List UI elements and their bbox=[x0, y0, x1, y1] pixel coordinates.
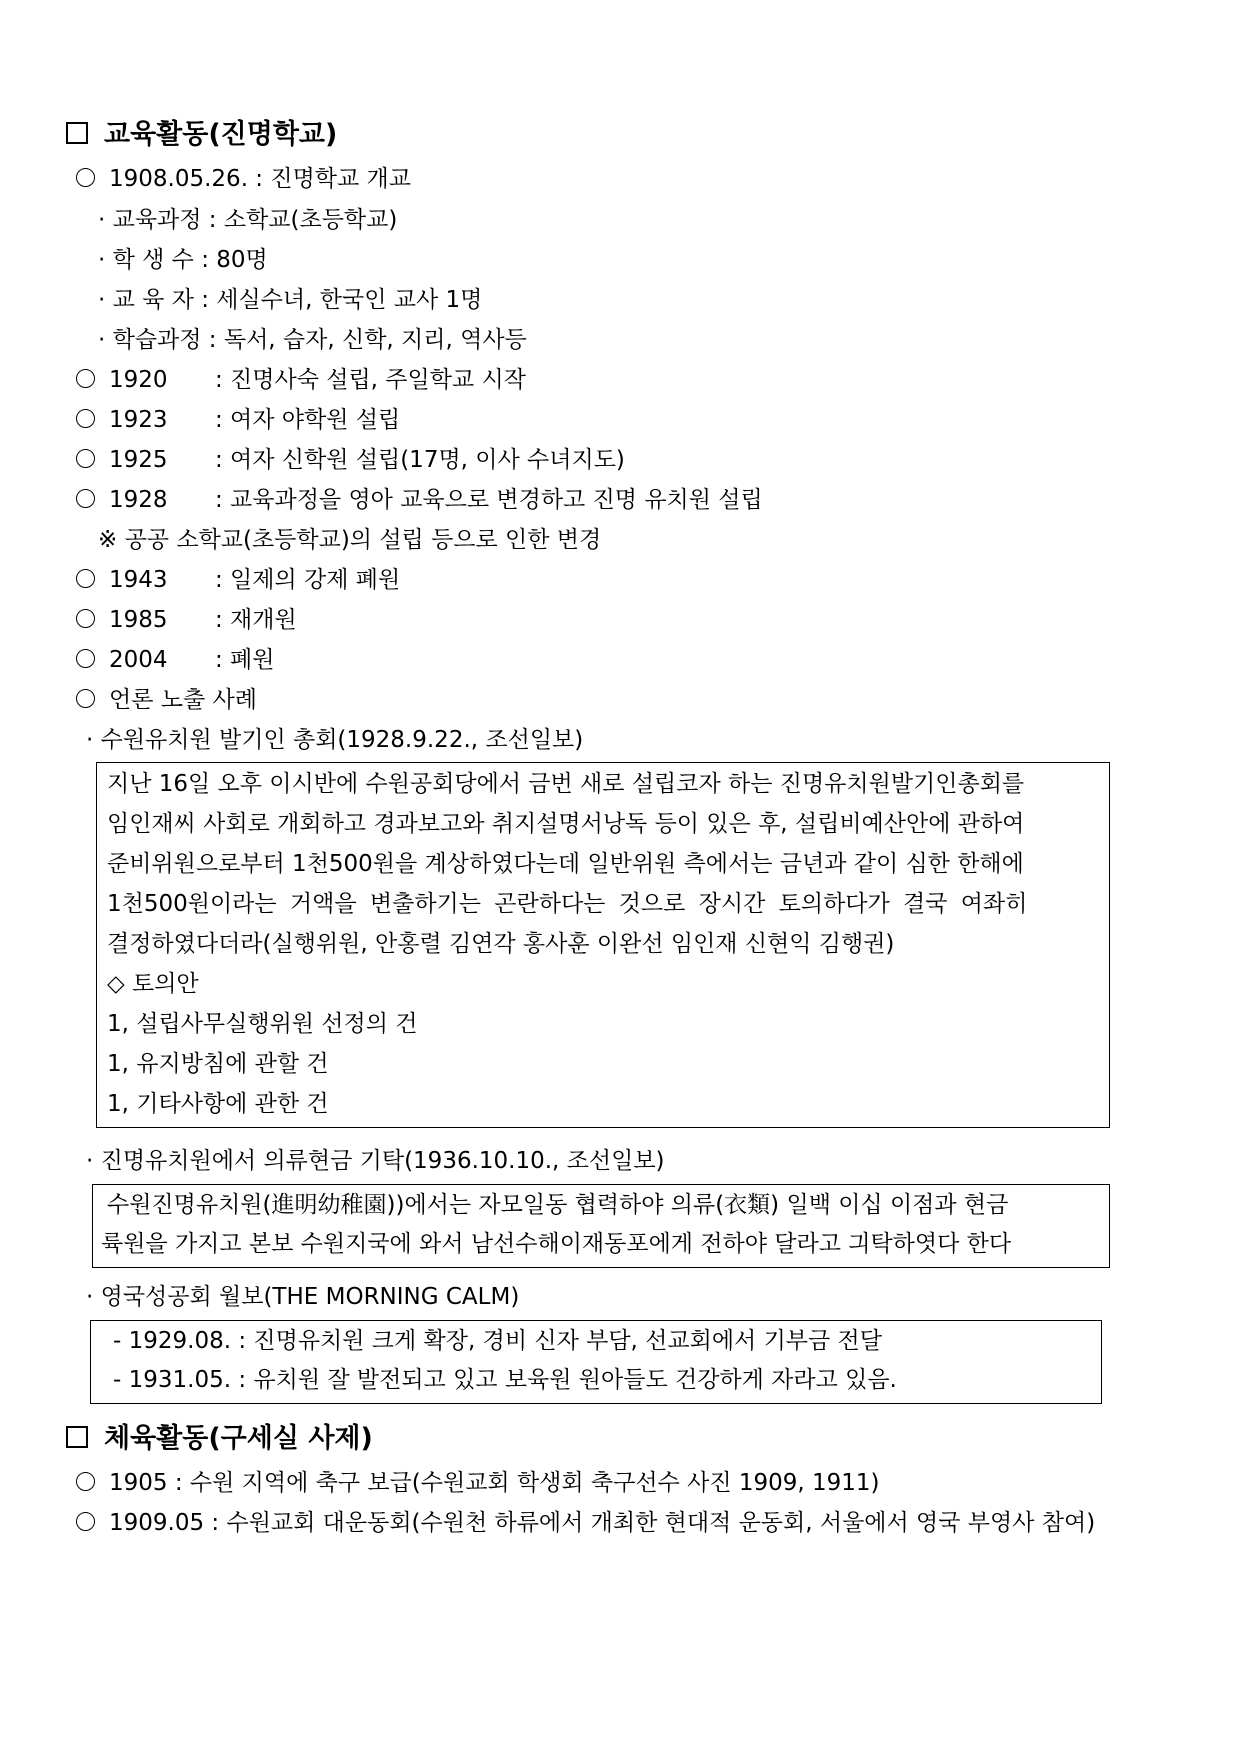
circle-bullet-icon bbox=[76, 1472, 95, 1491]
press-item-title: · 진명유치원에서 의류현금 기탁(1936.10.10., 조선일보) bbox=[86, 1148, 665, 1174]
quote-line: 임인재씨 사회로 개회하고 경과보고와 취지설명서낭독 등이 있은 후, 설립비예산안에 관하여 bbox=[107, 811, 1025, 837]
circle-bullet-icon bbox=[76, 449, 95, 468]
sub-item: · 교 육 자 : 세실수녀, 한국인 교사 1명 bbox=[98, 287, 483, 313]
quote-box-2 bbox=[92, 1184, 1110, 1268]
list-item: 1920 : 진명사숙 설립, 주일학교 시작 bbox=[76, 365, 526, 395]
circle-bullet-icon bbox=[76, 649, 95, 668]
quote-line: 지난 16일 오후 이시반에 수원공회당에서 금번 새로 설립코자 하는 진명유치원발기인총회를 bbox=[107, 771, 1025, 797]
sub-item: · 교육과정 : 소학교(초등학교) bbox=[98, 207, 398, 233]
circle-bullet-icon bbox=[76, 689, 95, 708]
list-item: 1909.05 : 수원교회 대운동회(수원천 하류에서 개최한 현대적 운동회, 서울에서 영국 부영사 참여) bbox=[76, 1508, 1095, 1538]
quote-line: 결정하였다더라(실행위원, 안홍렬 김연각 홍사훈 이완선 임인재 신현익 김행권) bbox=[107, 931, 895, 957]
section-heading-education: 교육활동(진명학교) bbox=[66, 118, 337, 152]
list-item: 1928 : 교육과정을 영아 교육으로 변경하고 진명 유치원 설립 bbox=[76, 485, 763, 515]
quote-line: 1, 기타사항에 관한 건 bbox=[107, 1091, 329, 1117]
sub-item: · 학 생 수 : 80명 bbox=[98, 247, 268, 273]
quote-line: 수원진명유치원(進明幼稚園))에서는 자모일동 협력하야 의류(衣類) 일백 이십 이점과 현금 bbox=[107, 1192, 1009, 1218]
quote-line: 준비위원으로부터 1천500원을 계상하였다는데 일반위원 측에서는 금년과 같이 심한 한해에 bbox=[107, 851, 1024, 877]
quote-line: 륙원을 가지고 본보 수원지국에 와서 남선수해이재동포에게 전하야 달라고 긔탁하엿다 한다 bbox=[101, 1231, 1012, 1257]
list-item: 1908.05.26. : 진명학교 개교 bbox=[76, 164, 411, 194]
list-item: 1925 : 여자 신학원 설립(17명, 이사 수녀지도) bbox=[76, 445, 625, 475]
circle-bullet-icon bbox=[76, 168, 95, 187]
quote-line: ◇ 토의안 bbox=[107, 971, 199, 997]
quote-line: 1, 설립사무실행위원 선정의 건 bbox=[107, 1011, 418, 1037]
list-item: 1943 : 일제의 강제 폐원 bbox=[76, 565, 400, 595]
quote-line: - 1931.05. : 유치원 잘 발전되고 있고 보육원 원아들도 건강하게 자라고 있음. bbox=[113, 1367, 897, 1393]
circle-bullet-icon bbox=[76, 609, 95, 628]
square-bullet-icon bbox=[66, 122, 88, 144]
sub-item: · 학습과정 : 독서, 습자, 신학, 지리, 역사등 bbox=[98, 327, 527, 353]
quote-line: 1, 유지방침에 관할 건 bbox=[107, 1051, 329, 1077]
circle-bullet-icon bbox=[76, 409, 95, 428]
list-item: 1985 : 재개원 bbox=[76, 605, 297, 635]
section-heading-sports: 체육활동(구세실 사제) bbox=[66, 1422, 373, 1456]
press-item-title: · 수원유치원 발기인 총회(1928.9.22., 조선일보) bbox=[86, 727, 584, 753]
note: ※ 공공 소학교(초등학교)의 설립 등으로 인한 변경 bbox=[98, 527, 602, 553]
square-bullet-icon bbox=[66, 1426, 88, 1448]
circle-bullet-icon bbox=[76, 489, 95, 508]
press-item-title: · 영국성공회 월보(THE MORNING CALM) bbox=[86, 1284, 520, 1310]
quote-box-3 bbox=[90, 1320, 1102, 1404]
list-item: 1923 : 여자 야학원 설립 bbox=[76, 405, 400, 435]
circle-bullet-icon bbox=[76, 1512, 95, 1531]
quote-line: 1천500원이라는 거액을 변출하기는 곤란하다는 것으로 장시간 토의하다가 결국 여좌히 bbox=[107, 891, 1028, 917]
list-item: 언론 노출 사례 bbox=[76, 685, 257, 715]
list-item: 2004 : 폐원 bbox=[76, 645, 275, 675]
circle-bullet-icon bbox=[76, 369, 95, 388]
quote-line: - 1929.08. : 진명유치원 크게 확장, 경비 신자 부담, 선교회에서 기부금 전달 bbox=[113, 1328, 882, 1354]
circle-bullet-icon bbox=[76, 569, 95, 588]
quote-box-1 bbox=[96, 762, 1110, 1128]
list-item: 1905 : 수원 지역에 축구 보급(수원교회 학생회 축구선수 사진 1909, 1911) bbox=[76, 1468, 880, 1498]
